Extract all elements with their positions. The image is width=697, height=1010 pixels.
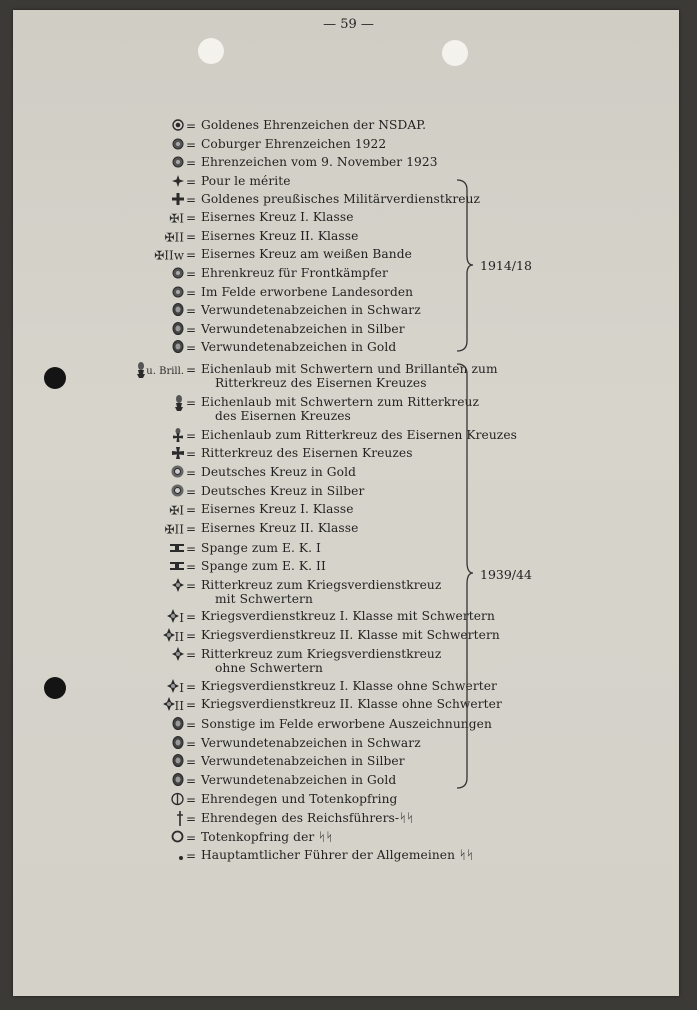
legend-entry: [0, 578, 697, 606]
award-symbol: [136, 229, 184, 246]
description-line: Ritterkreuz zum Kriegsverdienstkreuz: [201, 647, 442, 661]
award-symbol: [136, 446, 184, 463]
war-merit-cross-icon: [172, 578, 184, 596]
award-description: [201, 521, 358, 535]
legend-entry: [0, 773, 697, 791]
oakleaf-icon: [136, 362, 146, 382]
legend-entry: [0, 428, 697, 446]
legend-entry: [0, 609, 697, 627]
equals-sign: =: [186, 831, 197, 845]
description-line: Sonstige im Felde erworbene Auszeichnungen: [201, 717, 492, 731]
punch-hole: [198, 38, 224, 64]
star-icon: [171, 484, 184, 501]
award-description: [201, 679, 497, 693]
legend-entry: [0, 446, 697, 464]
description-line: Kriegsverdienstkreuz I. Klasse mit Schwertern: [201, 609, 495, 623]
equals-sign: =: [186, 560, 197, 574]
award-description: [201, 811, 414, 825]
award-symbol: [136, 830, 184, 847]
description-line-2: ohne Schwertern: [215, 661, 323, 675]
award-description: [201, 446, 413, 460]
symbol-suffix: II: [174, 699, 184, 713]
war-merit-cross-icon: [167, 609, 179, 627]
bracket-1939: [455, 362, 475, 790]
equals-sign: =: [186, 579, 197, 593]
equals-sign: =: [186, 193, 197, 207]
medal-icon: [172, 138, 184, 154]
badge-icon: [172, 717, 184, 734]
punch-hole: [442, 40, 468, 66]
award-symbol: [136, 679, 184, 697]
award-description: [201, 609, 495, 623]
war-merit-cross-icon: [163, 628, 175, 646]
description-line: Eichenlaub mit Schwertern und Brillanten zum: [201, 362, 498, 376]
description-line: Goldenes preußisches Militärverdienstkreuz: [201, 192, 481, 206]
description-line: Ehrendegen und Totenkopfring: [201, 792, 398, 806]
description-line: Eichenlaub mit Schwertern zum Ritterkreuz: [201, 395, 480, 409]
ring-icon: [171, 830, 184, 847]
equals-sign: =: [186, 119, 197, 133]
description-line: Eisernes Kreuz I. Klasse: [201, 210, 354, 224]
medal-icon: [172, 267, 184, 283]
equals-sign: =: [186, 680, 197, 694]
award-symbol: [136, 285, 184, 302]
award-description: [201, 559, 326, 573]
description-line: Deutsches Kreuz in Silber: [201, 484, 365, 498]
description-line: Verwundetenabzeichen in Silber: [201, 322, 405, 336]
medal-icon: [172, 156, 184, 172]
award-symbol: [136, 559, 184, 576]
description-line: Hauptamtlicher Führer der Allgemeinen ᛋᛋ: [201, 848, 474, 862]
award-description: [201, 717, 492, 731]
award-symbol: [136, 210, 184, 227]
cross-icon: [172, 193, 184, 209]
legend-entry: [0, 118, 697, 136]
legend-entry: [0, 192, 697, 210]
award-description: [201, 736, 421, 750]
description-line: Spange zum E. K. I: [201, 541, 321, 555]
description-line: Eisernes Kreuz II. Klasse: [201, 521, 359, 535]
award-description: [201, 848, 474, 862]
symbol-suffix: ✠IIw: [154, 248, 184, 263]
legend-entry: [0, 484, 697, 502]
description-line: Ehrenkreuz für Frontkämpfer: [201, 266, 388, 280]
legend-entry: [0, 340, 697, 358]
award-symbol: [136, 465, 184, 482]
award-description: [201, 285, 413, 299]
award-symbol: [136, 118, 184, 135]
award-symbol: [136, 541, 184, 558]
award-symbol: [136, 192, 184, 209]
award-symbol: [136, 428, 184, 446]
symbol-suffix: II: [174, 630, 184, 644]
award-symbol: [136, 484, 184, 501]
symbol-suffix: u. Brill.: [146, 366, 184, 377]
award-symbol: [136, 754, 184, 771]
description-line: Verwundetenabzeichen in Silber: [201, 754, 405, 768]
award-description: [201, 340, 396, 354]
badge-icon: [172, 322, 184, 339]
legend-entry: [0, 502, 697, 520]
target-icon: [172, 119, 184, 135]
equals-sign: =: [186, 737, 197, 751]
equals-sign: =: [186, 429, 197, 443]
clasp-icon: [170, 542, 184, 558]
award-description: [201, 118, 426, 132]
award-symbol: [136, 736, 184, 753]
legend-entry: [0, 647, 697, 675]
badge-icon: [172, 754, 184, 771]
badge-icon: [172, 340, 184, 357]
award-symbol: [136, 303, 184, 320]
description-line: Eisernes Kreuz II. Klasse: [201, 229, 359, 243]
legend-entry: [0, 362, 697, 390]
war-merit-cross-icon: [167, 679, 179, 697]
award-description: [201, 137, 386, 151]
legend-entry: [0, 174, 697, 192]
description-line-2: mit Schwertern: [215, 592, 313, 606]
equals-sign: =: [186, 211, 197, 225]
equals-sign: =: [186, 323, 197, 337]
award-description: [201, 647, 441, 675]
award-symbol: [136, 137, 184, 154]
legend-entry: [0, 754, 697, 772]
award-symbol: [136, 155, 184, 172]
legend-entry: [0, 229, 697, 247]
equals-sign: =: [186, 542, 197, 556]
equals-sign: =: [186, 396, 197, 410]
equals-sign: =: [186, 849, 197, 863]
symbol-suffix: I: [179, 611, 184, 625]
legend-entry: [0, 736, 697, 754]
award-description: [201, 266, 388, 280]
award-symbol: [136, 322, 184, 339]
equals-sign: =: [186, 629, 197, 643]
legend-entry: [0, 303, 697, 321]
equals-sign: =: [186, 267, 197, 281]
award-symbol: [136, 174, 184, 191]
description-line: Verwundetenabzeichen in Schwarz: [201, 303, 421, 317]
star-cross-icon: [172, 175, 184, 191]
equals-sign: =: [186, 755, 197, 769]
description-line: Eisernes Kreuz am weißen Bande: [201, 247, 412, 261]
description-line: Ritterkreuz zum Kriegsverdienstkreuz: [201, 578, 442, 592]
award-description: [201, 247, 412, 261]
iron-cross-icon: [172, 447, 184, 463]
equals-sign: =: [186, 304, 197, 318]
group-label-1939: 1939/44: [480, 567, 532, 582]
equals-sign: =: [186, 774, 197, 788]
legend-entry: [0, 811, 697, 829]
equals-sign: =: [186, 610, 197, 624]
description-line: Eisernes Kreuz I. Klasse: [201, 502, 354, 516]
bracket-1914: [455, 178, 475, 353]
equals-sign: =: [186, 175, 197, 189]
war-merit-cross-icon: [163, 697, 175, 715]
description-line: Kriegsverdienstkreuz II. Klasse mit Schwertern: [201, 628, 500, 642]
clasp-icon: [170, 560, 184, 576]
description-line: Ehrenzeichen vom 9. November 1923: [201, 155, 438, 169]
group-label-1914: 1914/18: [480, 258, 532, 273]
equals-sign: =: [186, 447, 197, 461]
legend-entry: [0, 465, 697, 483]
description-line: Im Felde erworbene Landesorden: [201, 285, 414, 299]
award-symbol: [136, 521, 184, 538]
sword-ring-icon: [171, 792, 184, 810]
legend-entry: [0, 521, 697, 539]
description-line: Kriegsverdienstkreuz I. Klasse ohne Schwerter: [201, 679, 497, 693]
description-line-2: Ritterkreuz des Eisernen Kreuzes: [215, 376, 427, 390]
legend-entry: [0, 628, 697, 646]
equals-sign: =: [186, 698, 197, 712]
award-description: [201, 465, 356, 479]
award-symbol: [136, 628, 184, 646]
legend-entry: [0, 155, 697, 173]
badge-icon: [172, 773, 184, 790]
symbol-suffix: ✠II: [164, 522, 184, 537]
description-line: Coburger Ehrenzeichen 1922: [201, 137, 387, 151]
description-line: Ehrendegen des Reichsführers-ᛋᛋ: [201, 811, 414, 825]
legend-entry: [0, 559, 697, 577]
badge-icon: [172, 303, 184, 320]
equals-sign: =: [186, 341, 197, 355]
symbol-suffix: ✠I: [169, 211, 184, 226]
award-description: [201, 192, 480, 206]
award-description: [201, 155, 438, 169]
award-symbol: [136, 717, 184, 734]
award-description: [201, 322, 405, 336]
legend-entry: [0, 830, 697, 848]
legend-entry: [0, 247, 697, 265]
legend-entry: [0, 792, 697, 810]
war-merit-cross-icon: [172, 647, 184, 665]
equals-sign: =: [186, 363, 197, 377]
award-symbol: [136, 811, 184, 830]
equals-sign: =: [186, 812, 197, 826]
legend-entry: [0, 541, 697, 559]
award-symbol: [136, 266, 184, 283]
legend-entry: [0, 679, 697, 697]
legend-entry: [0, 137, 697, 155]
equals-sign: =: [186, 718, 197, 732]
description-line: Verwundetenabzeichen in Schwarz: [201, 736, 421, 750]
legend-entry: [0, 717, 697, 735]
equals-sign: =: [186, 248, 197, 262]
description-line: Kriegsverdienstkreuz II. Klasse ohne Schwerter: [201, 697, 502, 711]
equals-sign: =: [186, 793, 197, 807]
dot-icon: [178, 849, 184, 865]
description-line-2: des Eisernen Kreuzes: [215, 409, 351, 423]
oakleaf-icon: [174, 395, 184, 415]
award-symbol: [136, 578, 184, 596]
equals-sign: =: [186, 503, 197, 517]
description-line: Eichenlaub zum Ritterkreuz des Eisernen Kreuzes: [201, 428, 517, 442]
equals-sign: =: [186, 522, 197, 536]
description-line: Pour le mérite: [201, 174, 291, 188]
award-description: [201, 303, 421, 317]
badge-icon: [172, 736, 184, 753]
award-description: [201, 792, 397, 806]
award-description: [201, 395, 479, 423]
legend-entry: [0, 848, 697, 866]
equals-sign: =: [186, 230, 197, 244]
equals-sign: =: [186, 485, 197, 499]
description-line: Goldenes Ehrenzeichen der NSDAP.: [201, 118, 427, 132]
symbol-suffix: ✠I: [169, 503, 184, 518]
equals-sign: =: [186, 466, 197, 480]
award-description: [201, 578, 441, 606]
description-line: Spange zum E. K. II: [201, 559, 326, 573]
equals-sign: =: [186, 286, 197, 300]
award-symbol: [136, 502, 184, 519]
legend-entry: [0, 322, 697, 340]
award-description: [201, 773, 396, 787]
sword-icon: [176, 811, 184, 830]
description-line: Ritterkreuz des Eisernen Kreuzes: [201, 446, 413, 460]
award-symbol: [136, 395, 184, 415]
award-symbol: [136, 340, 184, 357]
equals-sign: =: [186, 138, 197, 152]
award-description: [201, 541, 321, 555]
page-number: — 59 —: [323, 17, 374, 32]
equals-sign: =: [186, 648, 197, 662]
award-description: [201, 362, 498, 390]
award-description: [201, 502, 354, 516]
award-symbol: [136, 247, 184, 264]
award-symbol: [136, 848, 184, 865]
legend-entry: [0, 395, 697, 423]
description-line: Verwundetenabzeichen in Gold: [201, 773, 397, 787]
award-symbol: [136, 609, 184, 627]
award-symbol: [136, 362, 184, 382]
award-description: [201, 830, 333, 844]
legend-entry: [0, 266, 697, 284]
legend-entry: [0, 697, 697, 715]
award-symbol: [136, 697, 184, 715]
medal-icon: [172, 286, 184, 302]
legend-entry: [0, 210, 697, 228]
description-line: Totenkopfring der ᛋᛋ: [201, 830, 334, 844]
equals-sign: =: [186, 156, 197, 170]
symbol-suffix: ✠II: [164, 230, 184, 245]
award-description: [201, 210, 354, 224]
award-symbol: [136, 773, 184, 790]
description-line: Verwundetenabzeichen in Gold: [201, 340, 397, 354]
award-symbol: [136, 792, 184, 810]
award-description: [201, 174, 291, 188]
star-icon: [171, 465, 184, 482]
symbol-suffix: I: [179, 681, 184, 695]
description-line: Deutsches Kreuz in Gold: [201, 465, 356, 479]
award-description: [201, 484, 364, 498]
legend-entry: [0, 285, 697, 303]
award-description: [201, 754, 405, 768]
award-symbol: [136, 647, 184, 665]
award-description: [201, 229, 358, 243]
oakleaf-cross-icon: [172, 428, 184, 446]
